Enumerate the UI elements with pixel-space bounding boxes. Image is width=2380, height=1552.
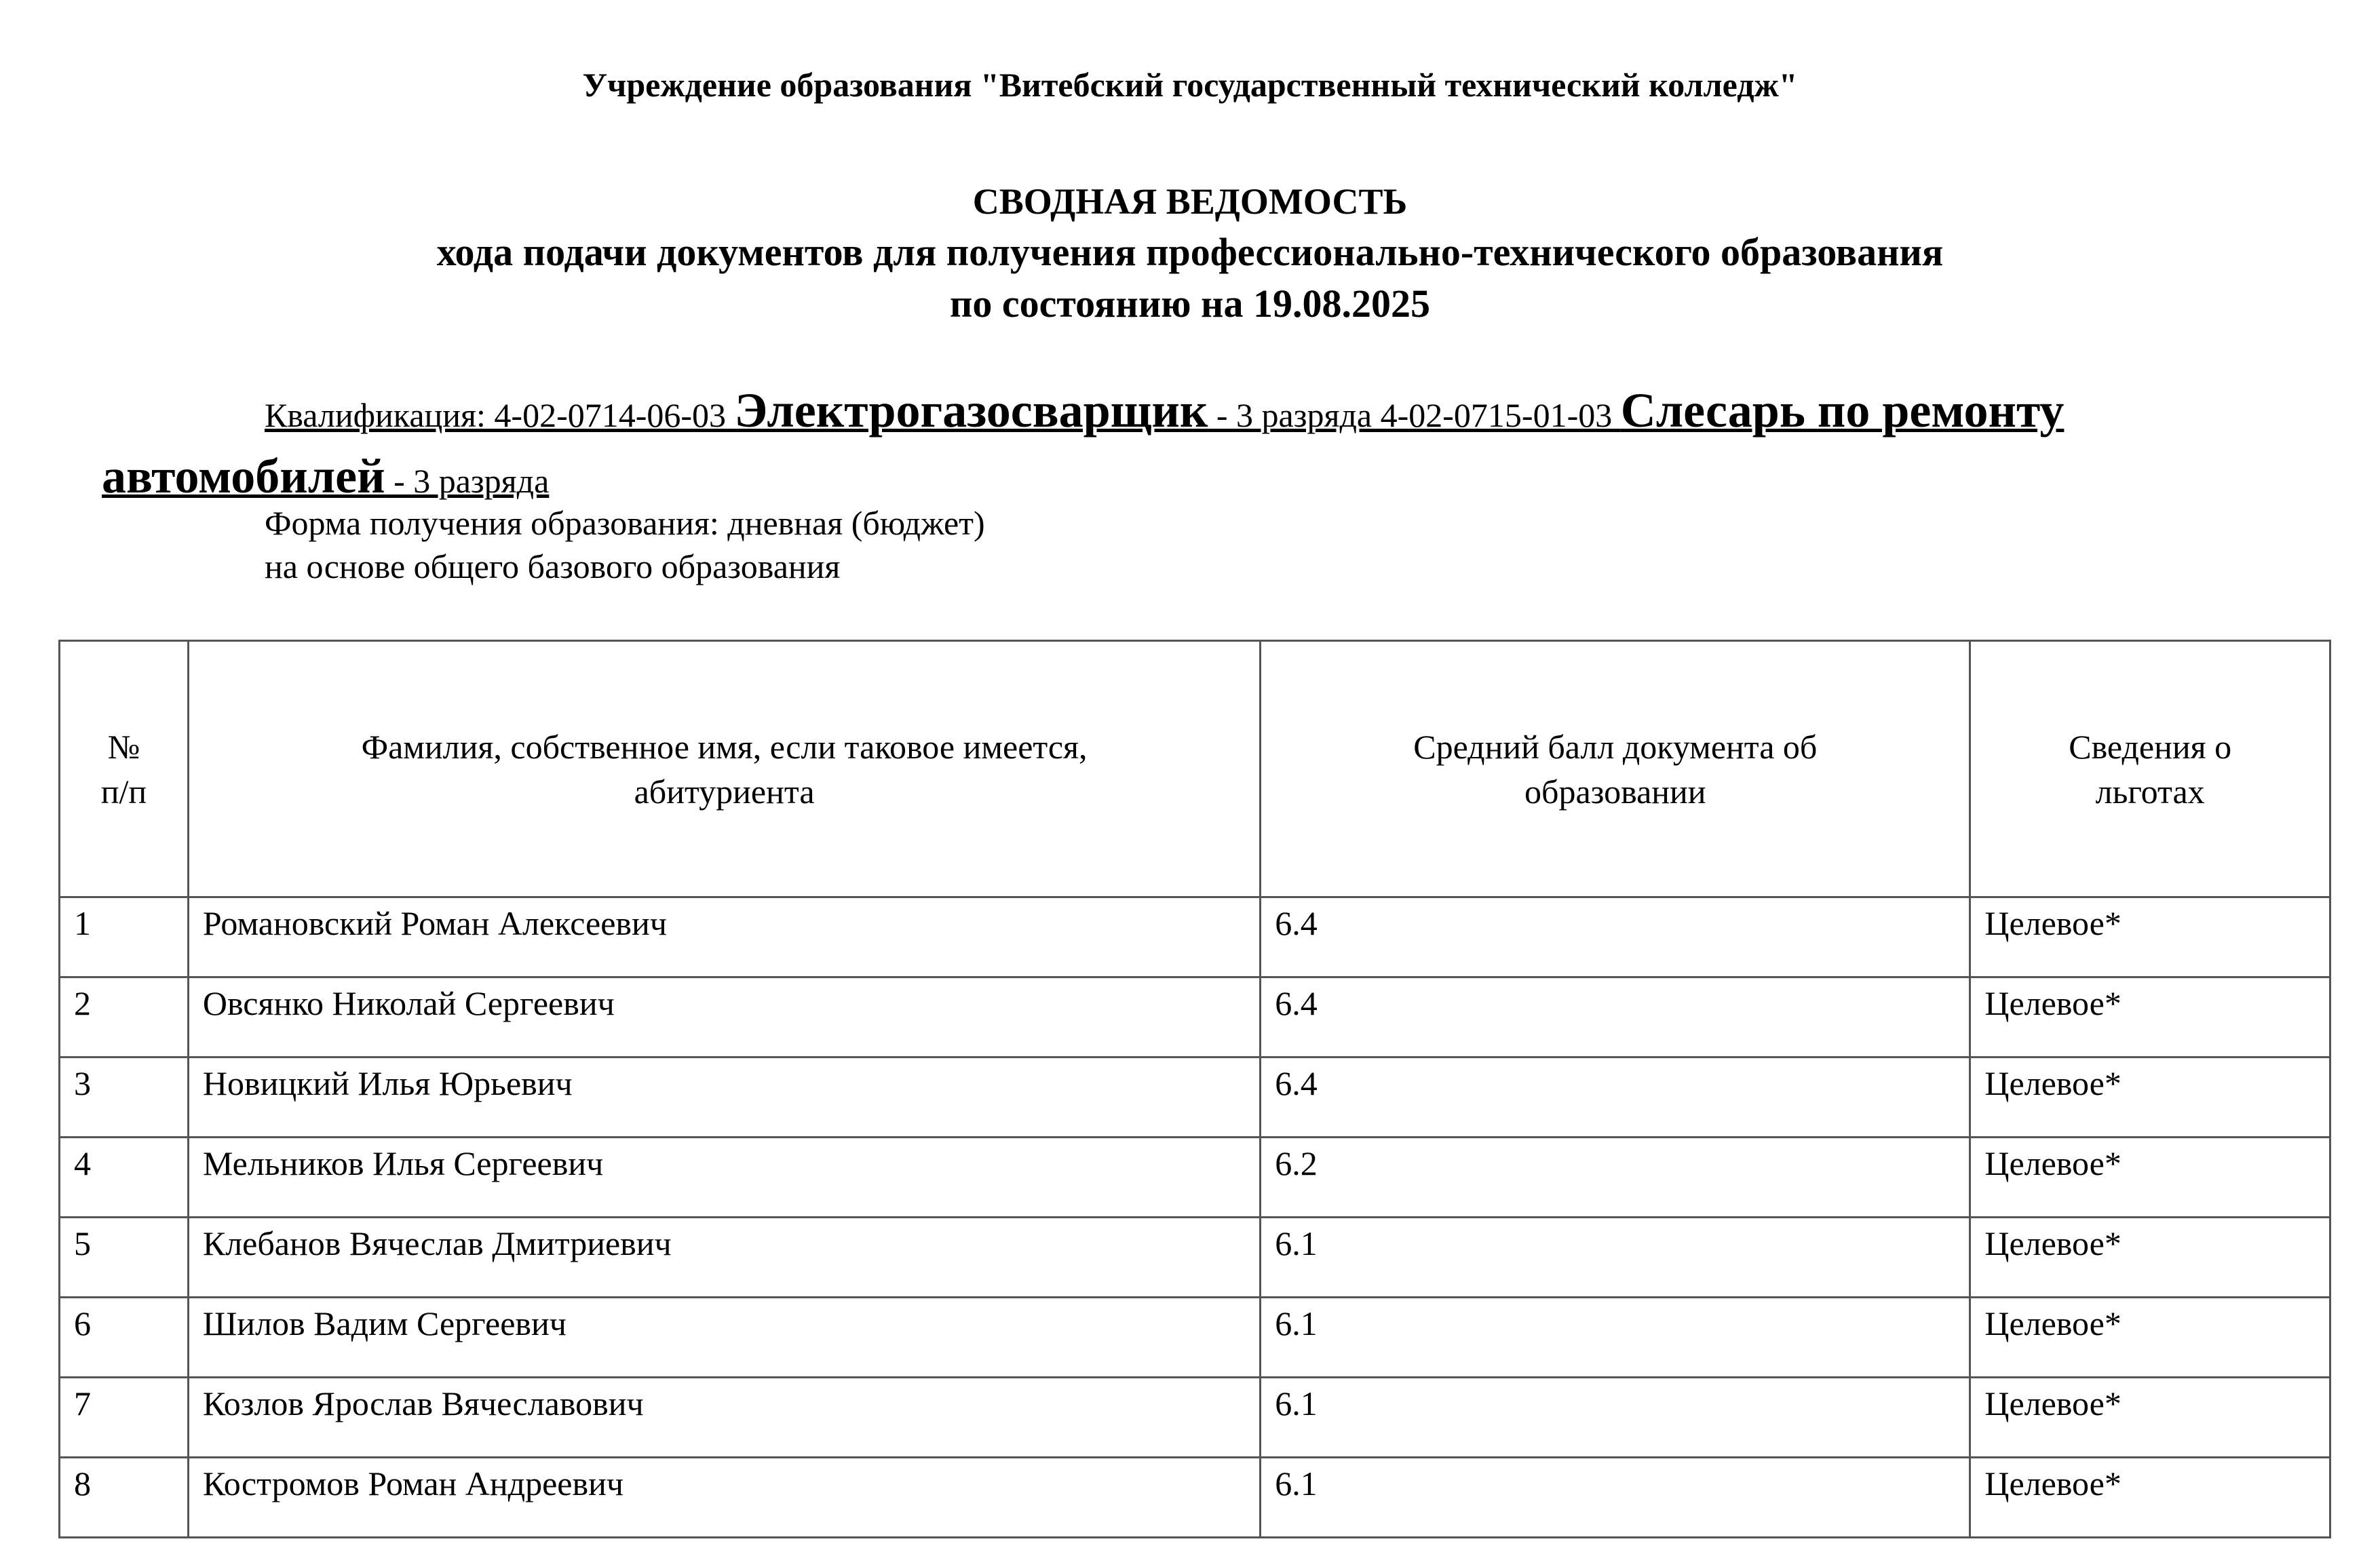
average-score: 6.4 bbox=[1261, 977, 1970, 1058]
header-name: Фамилия, собственное имя, если таковое имеется, абитуриента bbox=[188, 641, 1260, 897]
benefit-info: Целевое* bbox=[1970, 897, 2330, 977]
applicant-name: Козлов Ярослав Вячеславович bbox=[188, 1378, 1260, 1458]
table-row bbox=[60, 1218, 2330, 1298]
table-header-row bbox=[60, 641, 2330, 897]
table-row bbox=[60, 977, 2330, 1058]
applicant-name: Романовский Роман Алексеевич bbox=[188, 897, 1260, 977]
qualification-name-1: Электрогазосварщик bbox=[734, 383, 1208, 438]
header-benefits: Сведения о льготах bbox=[1970, 641, 2330, 897]
document-title: СВОДНАЯ ВЕДОМОСТЬ bbox=[972, 181, 1408, 222]
table-row bbox=[60, 1378, 2330, 1458]
header-score: Средний балл документа об образовании bbox=[1261, 641, 1970, 897]
average-score: 6.1 bbox=[1261, 1298, 1970, 1378]
header-number: № п/п bbox=[60, 641, 189, 897]
benefit-info: Целевое* bbox=[1970, 1058, 2330, 1138]
benefit-info: Целевое* bbox=[1970, 1298, 2330, 1378]
row-number: 3 bbox=[60, 1058, 189, 1138]
table-row bbox=[60, 1138, 2330, 1218]
row-number: 8 bbox=[60, 1458, 189, 1538]
qualification-prefix: Квалификация: 4-02-0714-06-03 bbox=[265, 396, 735, 434]
row-number: 4 bbox=[60, 1138, 189, 1218]
form-of-study: Форма получения образования: дневная (бюджет) bbox=[265, 504, 985, 542]
applicants-table bbox=[58, 640, 2331, 1538]
applicant-name: Овсянко Николай Сергеевич bbox=[188, 977, 1260, 1058]
document-subtitle: хода подачи документов для получения профессионально-технического образования bbox=[436, 230, 1944, 274]
row-number: 1 bbox=[60, 897, 189, 977]
row-number: 7 bbox=[60, 1378, 189, 1458]
average-score: 6.4 bbox=[1261, 1058, 1970, 1138]
applicant-name: Шилов Вадим Сергеевич bbox=[188, 1298, 1260, 1378]
benefit-info: Целевое* bbox=[1970, 1378, 2330, 1458]
applicant-name: Новицкий Илья Юрьевич bbox=[188, 1058, 1260, 1138]
table-row bbox=[60, 1058, 2330, 1138]
qualification-suffix-1: - 3 разряда 4-02-0715-01-03 bbox=[1208, 396, 1621, 434]
applicant-name: Костромов Роман Андреевич bbox=[188, 1458, 1260, 1538]
average-score: 6.1 bbox=[1261, 1378, 1970, 1458]
table-row bbox=[60, 1458, 2330, 1538]
benefit-info: Целевое* bbox=[1970, 977, 2330, 1058]
benefit-info: Целевое* bbox=[1970, 1138, 2330, 1218]
average-score: 6.2 bbox=[1261, 1138, 1970, 1218]
qualification-line bbox=[102, 380, 2293, 511]
table-row bbox=[60, 897, 2330, 977]
row-number: 6 bbox=[60, 1298, 189, 1378]
table-row bbox=[60, 1298, 2330, 1378]
row-number: 5 bbox=[60, 1218, 189, 1298]
average-score: 6.4 bbox=[1261, 897, 1970, 977]
applicant-name: Мельников Илья Сергеевич bbox=[188, 1138, 1260, 1218]
benefit-info: Целевое* bbox=[1970, 1458, 2330, 1538]
applicant-name: Клебанов Вячеслав Дмитриевич bbox=[188, 1218, 1260, 1298]
education-basis: на основе общего базового образования bbox=[265, 547, 841, 585]
institution-name: Учреждение образования "Витебский государственный технический колледж" bbox=[582, 66, 1798, 104]
average-score: 6.1 bbox=[1261, 1458, 1970, 1538]
row-number: 2 bbox=[60, 977, 189, 1058]
benefit-info: Целевое* bbox=[1970, 1218, 2330, 1298]
qualification-name-2: Слесарь по ремонту автомобилей bbox=[102, 383, 2065, 503]
qualification-suffix-2: - 3 разряда bbox=[385, 462, 550, 500]
document-date-line: по состоянию на 19.08.2025 bbox=[950, 282, 1430, 326]
average-score: 6.1 bbox=[1261, 1218, 1970, 1298]
